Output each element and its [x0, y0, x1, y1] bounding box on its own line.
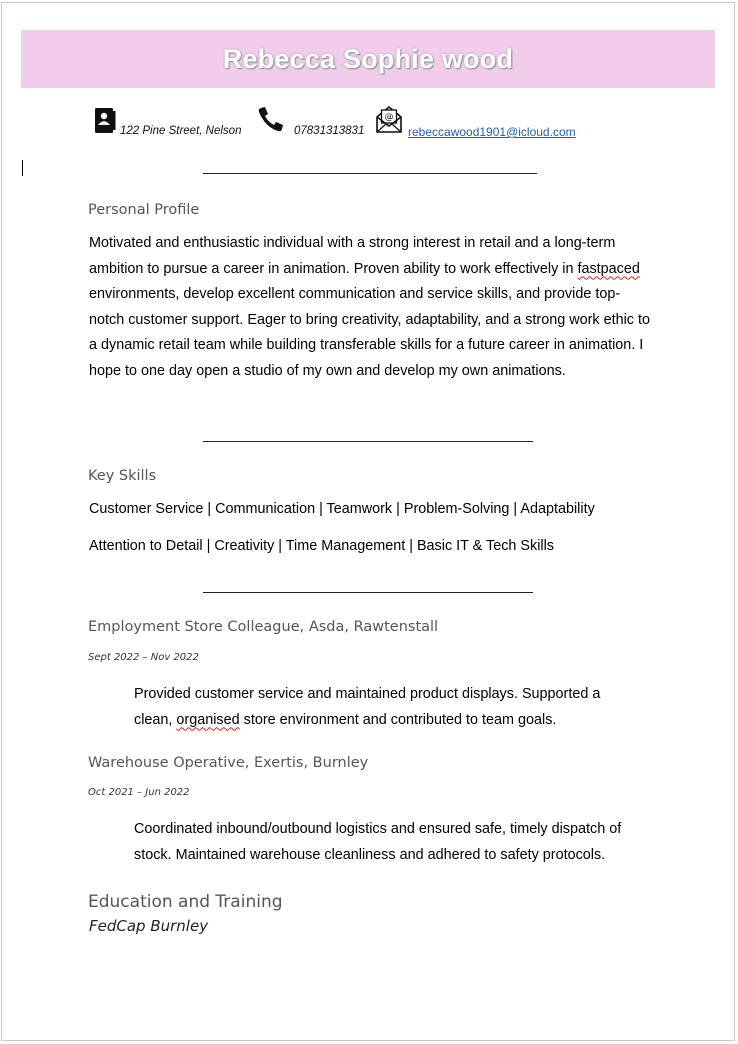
- divider: [203, 441, 533, 442]
- profile-text-b: environments, develop excellent communication and service skills, and provide top-notch customer support. Eager to bring creativity, adaptability, and a strong work ethic to a dynamic retail team while building transferable skills for a future career in animation. I hope to one day open a studio of my own and develop my own animations.: [89, 286, 650, 379]
- document-page: [1, 2, 735, 1041]
- phone-text[interactable]: 07831313831: [294, 125, 365, 137]
- education-institution[interactable]: FedCap Burnley: [89, 917, 209, 935]
- address-text[interactable]: 122 Pine Street, Nelson: [120, 125, 242, 137]
- contact-card-icon: [94, 107, 116, 134]
- skills-heading[interactable]: Key Skills: [88, 468, 157, 484]
- divider: [203, 173, 537, 174]
- job-title[interactable]: Warehouse Operative, Exertis, Burnley: [88, 755, 369, 771]
- email-icon: [375, 104, 403, 134]
- job-dates[interactable]: Oct 2021 – Jun 2022: [88, 787, 190, 798]
- text-cursor: [22, 160, 23, 176]
- profile-heading[interactable]: Personal Profile: [88, 202, 200, 218]
- spelling-flagged-word[interactable]: fastpaced: [577, 260, 640, 277]
- profile-paragraph[interactable]: [89, 231, 651, 384]
- education-heading[interactable]: Education and Training: [88, 892, 283, 912]
- contact-line: [0, 104, 738, 140]
- name-banner: [21, 30, 715, 88]
- skills-line[interactable]: Attention to Detail | Creativity | Time Management | Basic IT & Tech Skills: [89, 538, 554, 554]
- job-description[interactable]: [134, 817, 694, 868]
- phone-icon: [256, 106, 286, 134]
- profile-text-a: Motivated and enthusiastic individual with a strong interest in retail and a long-term ambition to pursue a career in animation. Proven ability to work effectively in: [89, 235, 616, 277]
- spelling-flagged-word[interactable]: organised: [176, 711, 240, 728]
- job-desc-line: clean, organised store environment and contributed to team goals.: [134, 711, 557, 728]
- job-dates[interactable]: Sept 2022 – Nov 2022: [88, 652, 199, 663]
- job-title[interactable]: Employment Store Colleague, Asda, Rawtenstall: [88, 619, 439, 635]
- job-desc-line: stock. Maintained warehouse cleanliness and adhered to safety protocols.: [134, 846, 606, 863]
- job-desc-line: Coordinated inbound/outbound logistics and ensured safe, timely dispatch of: [134, 821, 622, 837]
- skills-line[interactable]: Customer Service | Communication | Teamwork | Problem-Solving | Adaptability: [89, 501, 595, 517]
- candidate-name[interactable]: Rebecca Sophie wood: [222, 43, 514, 74]
- divider: [203, 592, 533, 593]
- email-link[interactable]: rebeccawood1901@icloud.com: [408, 125, 576, 139]
- job-description[interactable]: [134, 682, 674, 733]
- svg-text:@: @: [384, 112, 394, 123]
- job-desc-line: Provided customer service and maintained product displays. Supported a: [134, 686, 601, 702]
